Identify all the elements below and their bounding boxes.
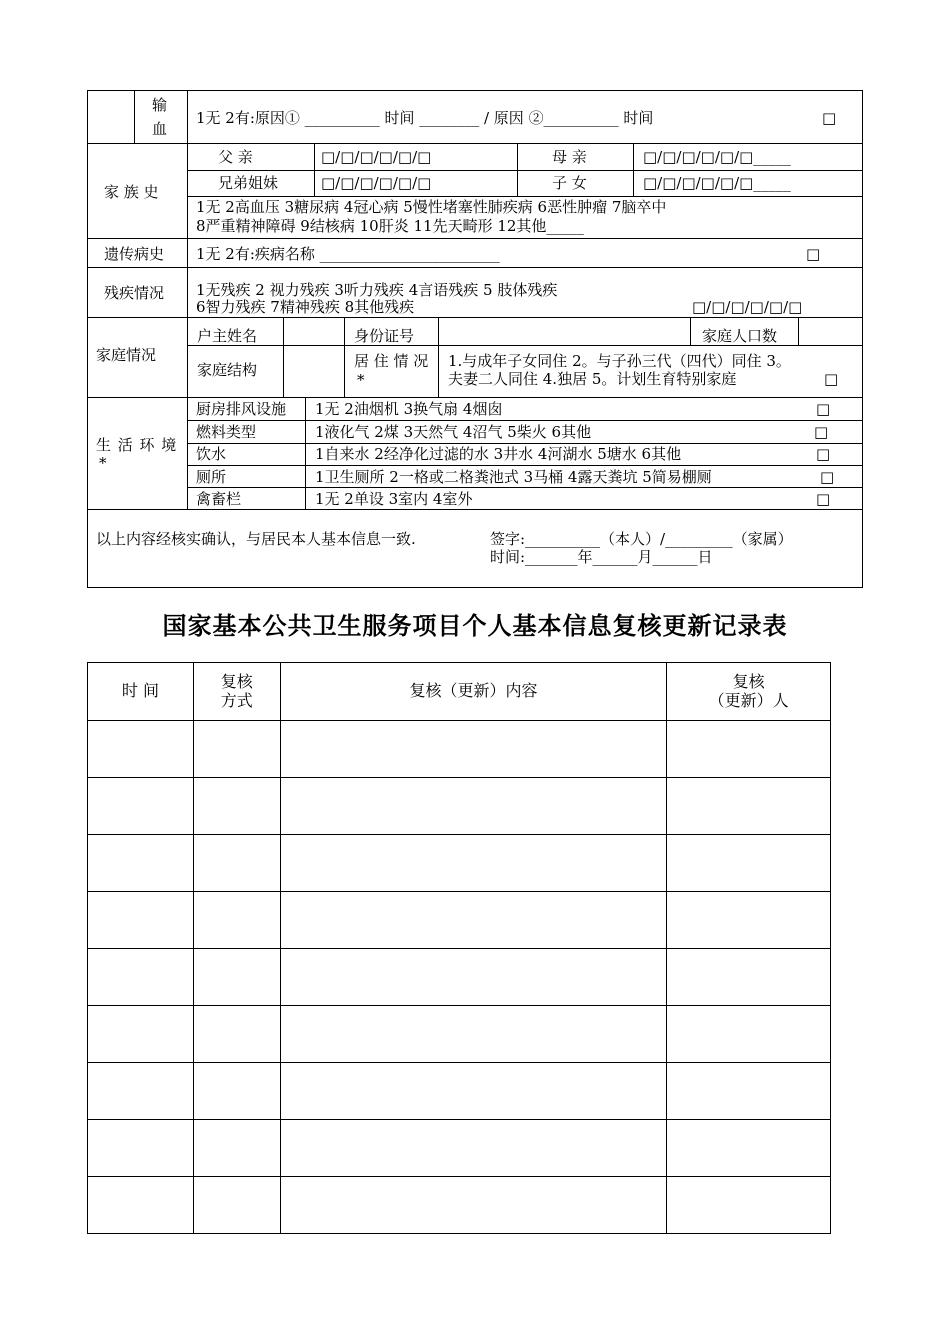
residence-options-line2: 夫妻二人同住 4.独居 5。计划生育特别家庭 — [448, 370, 737, 388]
header-person-line1: 复核 — [732, 672, 765, 692]
family-structure-label: 家庭结构 — [197, 361, 258, 379]
method-cell[interactable] — [193, 835, 280, 892]
env-toilet-options: 1卫生厕所 2一格或二格粪池式 3马桶 4露天粪坑 5简易棚厕 — [315, 468, 712, 486]
transfusion-checkbox[interactable]: □ — [822, 109, 837, 127]
time-cell[interactable] — [88, 1006, 194, 1063]
env-livestock-label: 禽畜栏 — [196, 490, 242, 508]
residence-star: * — [357, 371, 365, 389]
transfusion-label-top: 输 — [152, 96, 168, 114]
time-cell[interactable] — [88, 721, 194, 778]
env-toilet-label: 厕所 — [196, 468, 227, 486]
table-row — [88, 778, 831, 835]
record-table-title: 国家基本公共卫生服务项目个人基本信息复核更新记录表 — [162, 611, 788, 640]
person-cell[interactable] — [667, 892, 831, 949]
disability-options-line2: 6智力残疾 7精神残疾 8其他残疾 — [196, 298, 415, 316]
environment-star: * — [99, 454, 107, 472]
time-cell[interactable] — [88, 778, 194, 835]
person-cell[interactable] — [667, 1177, 831, 1234]
residence-label: 居 住 情 况 — [354, 352, 429, 370]
content-cell[interactable] — [280, 1063, 666, 1120]
content-cell[interactable] — [280, 949, 666, 1006]
env-kitchen-checkbox[interactable]: □ — [816, 400, 831, 418]
record-table-header — [88, 663, 831, 721]
siblings-checkboxes[interactable]: □/□/□/□/□/□ — [321, 174, 432, 192]
header-content: 复核（更新）内容 — [280, 663, 666, 721]
disability-checkboxes[interactable]: □/□/□/□/□/□ — [692, 298, 803, 316]
table-row — [88, 1177, 831, 1234]
transfusion-options: 1无 2有:原因① __________ 时间 ________ / 原因 ②__________ 时间 — [196, 109, 654, 127]
person-cell[interactable] — [667, 1063, 831, 1120]
method-cell[interactable] — [193, 1120, 280, 1177]
person-cell[interactable] — [667, 1120, 831, 1177]
person-cell[interactable] — [667, 835, 831, 892]
disability-options-line1: 1无残疾 2 视力残疾 3听力残疾 4言语残疾 5 肢体残疾 — [196, 281, 558, 299]
family-history-label: 家 族 史 — [104, 183, 159, 201]
record-table — [87, 662, 831, 1234]
content-cell[interactable] — [280, 721, 666, 778]
transfusion-label-bottom: 血 — [152, 120, 168, 138]
table-row — [88, 1120, 831, 1177]
env-fuel-options: 1液化气 2煤 3天然气 4沼气 5柴火 6其他 — [315, 423, 592, 441]
confirmation-text: 以上内容经核实确认，与居民本人基本信息一致. — [96, 530, 416, 548]
family-size-label: 家庭人口数 — [702, 327, 778, 345]
time-cell[interactable] — [88, 949, 194, 1006]
mother-label: 母 亲 — [552, 148, 587, 166]
env-toilet-checkbox[interactable]: □ — [820, 468, 835, 486]
table-row — [88, 892, 831, 949]
env-livestock-options: 1无 2单设 3室内 4室外 — [315, 490, 473, 508]
person-cell[interactable] — [667, 1006, 831, 1063]
env-kitchen-label: 厨房排风设施 — [196, 400, 287, 418]
header-method-line2: 方式 — [220, 690, 253, 710]
disability-label: 残疾情况 — [104, 284, 165, 302]
env-fuel-checkbox[interactable]: □ — [814, 423, 829, 441]
mother-checkboxes[interactable]: □/□/□/□/□/□_____ — [643, 148, 791, 166]
table-row — [88, 949, 831, 1006]
method-cell[interactable] — [193, 778, 280, 835]
env-water-label: 饮水 — [196, 445, 227, 463]
household-label: 家庭情况 — [96, 346, 157, 364]
date-line[interactable]: 时间:_______年______月______日 — [490, 548, 713, 566]
head-name-label: 户主姓名 — [197, 327, 258, 345]
content-cell[interactable] — [280, 1120, 666, 1177]
table-row — [88, 835, 831, 892]
header-person — [667, 663, 831, 721]
header-time: 时 间 — [88, 663, 194, 721]
genetic-history-label: 遗传病史 — [104, 245, 165, 263]
time-cell[interactable] — [88, 1120, 194, 1177]
time-cell[interactable] — [88, 1063, 194, 1120]
time-cell[interactable] — [88, 835, 194, 892]
siblings-label: 兄弟姐妹 — [218, 174, 279, 192]
environment-label: 生 活 环 境 — [96, 436, 178, 454]
method-cell[interactable] — [193, 1063, 280, 1120]
genetic-history-checkbox[interactable]: □ — [806, 245, 821, 263]
father-checkboxes[interactable]: □/□/□/□/□/□ — [321, 148, 432, 166]
method-cell[interactable] — [193, 892, 280, 949]
content-cell[interactable] — [280, 892, 666, 949]
env-livestock-checkbox[interactable]: □ — [816, 490, 831, 508]
signature-line[interactable]: 签字:__________（本人）/_________（家属） — [490, 530, 793, 548]
env-water-checkbox[interactable]: □ — [816, 445, 831, 463]
family-disease-options-line2: 8严重精神障碍 9结核病 10肝炎 11先天畸形 12其他_____ — [196, 217, 584, 235]
genetic-history-options: 1无 2有:疾病名称 ________________________ — [196, 245, 500, 263]
content-cell[interactable] — [280, 778, 666, 835]
header-method-line1: 复核 — [220, 672, 253, 692]
children-checkboxes[interactable]: □/□/□/□/□/□_____ — [643, 174, 791, 192]
content-cell[interactable] — [280, 1177, 666, 1234]
id-number-label: 身份证号 — [354, 327, 415, 345]
time-cell[interactable] — [88, 1177, 194, 1234]
father-label: 父 亲 — [218, 148, 253, 166]
person-cell[interactable] — [667, 721, 831, 778]
env-fuel-label: 燃料类型 — [196, 423, 257, 441]
children-label: 子 女 — [552, 174, 587, 192]
family-disease-options-line1: 1无 2高血压 3糖尿病 4冠心病 5慢性堵塞性肺疾病 6恶性肿瘤 7脑卒中 — [196, 198, 667, 216]
content-cell[interactable] — [280, 1006, 666, 1063]
env-kitchen-options: 1无 2油烟机 3换气扇 4烟囱 — [315, 400, 503, 418]
time-cell[interactable] — [88, 892, 194, 949]
person-cell[interactable] — [667, 949, 831, 1006]
method-cell[interactable] — [193, 1006, 280, 1063]
table-row — [88, 1006, 831, 1063]
method-cell[interactable] — [193, 949, 280, 1006]
method-cell[interactable] — [193, 721, 280, 778]
content-cell[interactable] — [280, 835, 666, 892]
method-cell[interactable] — [193, 1177, 280, 1234]
table-row — [88, 721, 831, 778]
table-row — [88, 1063, 831, 1120]
env-water-options: 1自来水 2经净化过滤的水 3井水 4河湖水 5塘水 6其他 — [315, 445, 682, 463]
header-method — [193, 663, 280, 721]
residence-options-line1: 1.与成年子女同住 2。与子孙三代（四代）同住 3。 — [448, 352, 791, 370]
person-cell[interactable] — [667, 778, 831, 835]
header-person-line2: （更新）人 — [708, 690, 789, 710]
residence-checkbox[interactable]: □ — [824, 370, 839, 388]
